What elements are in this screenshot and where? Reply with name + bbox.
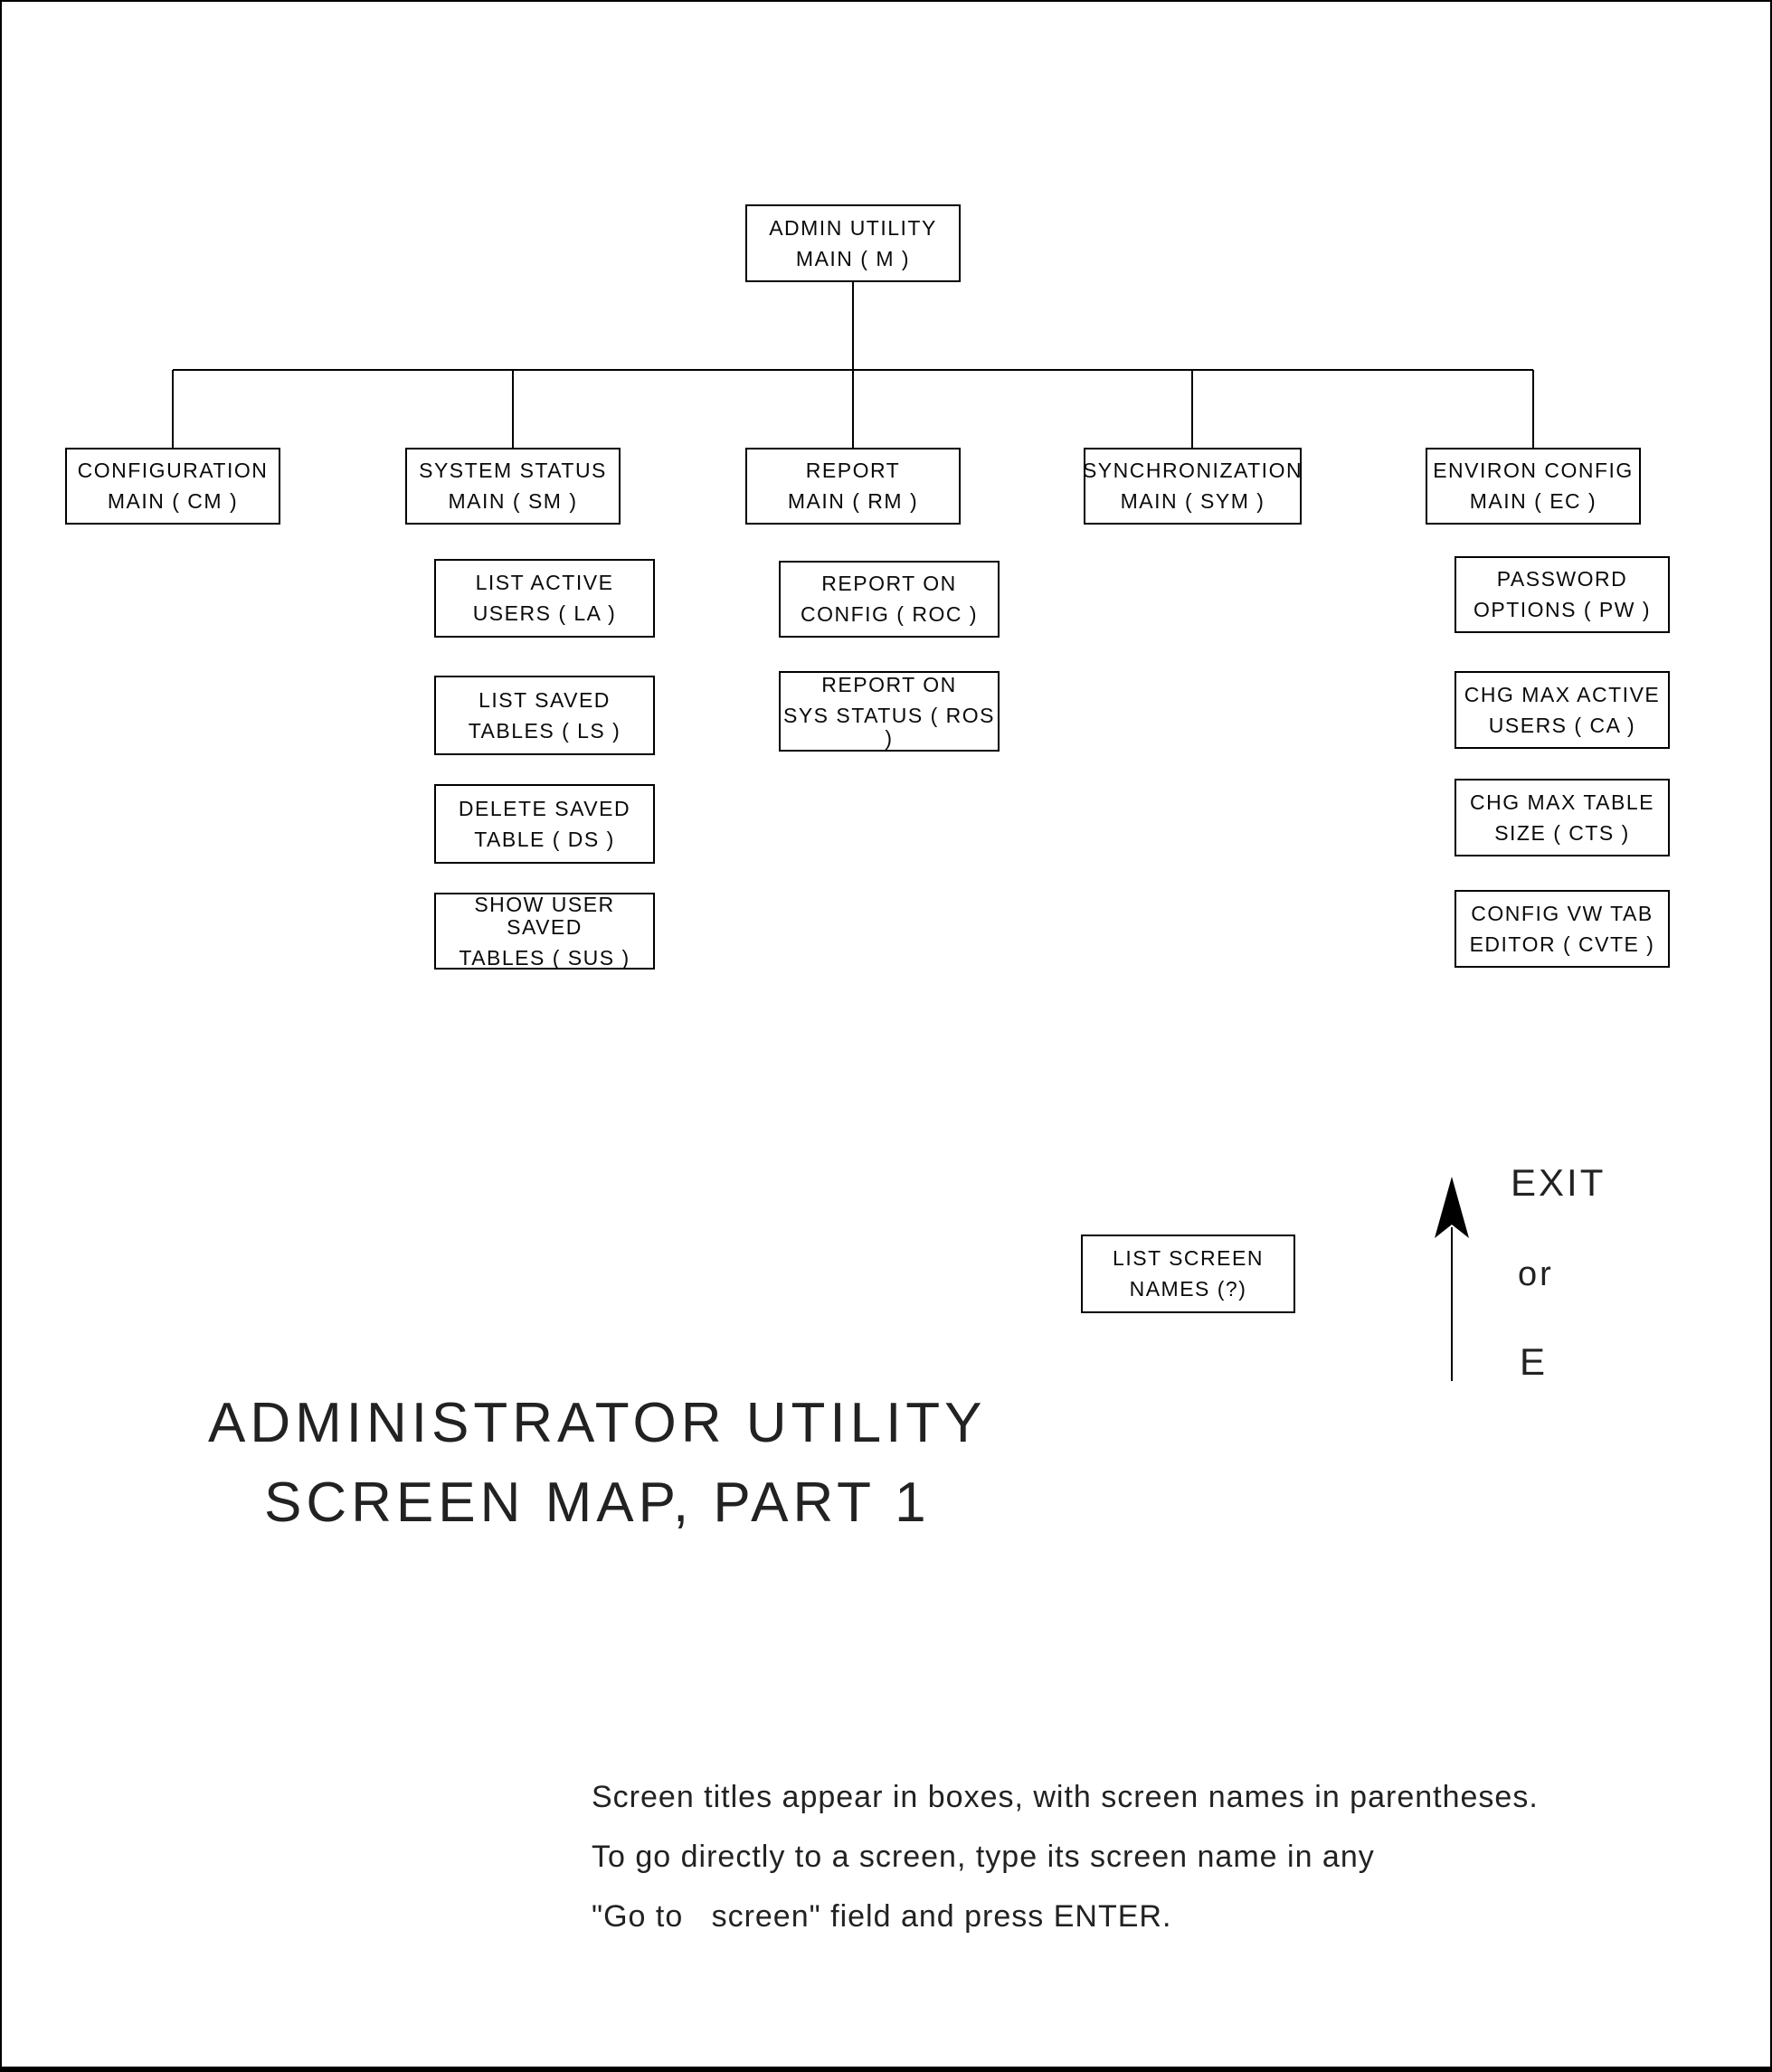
- box-screen-name: CONFIG ( ROC ): [800, 602, 979, 626]
- box-list-saved-tables: [434, 676, 655, 755]
- box-title: SYSTEM STATUS: [419, 459, 607, 482]
- box-screen-name: MAIN ( EC ): [1469, 489, 1597, 513]
- box-screen-name: SYS STATUS ( ROS ): [782, 703, 995, 750]
- box-report-on-sys-status: [779, 671, 1000, 752]
- box-screen-name: MAIN ( M ): [795, 246, 911, 270]
- box-title: PASSWORD: [1496, 567, 1628, 591]
- box-title: SYNCHRONIZATION: [1082, 459, 1303, 482]
- box-show-user-saved-tables: [434, 893, 655, 970]
- box-screen-name: MAIN ( SYM ): [1120, 489, 1265, 513]
- box-delete-saved-table: [434, 784, 655, 864]
- box-admin-utility-main: [745, 204, 961, 282]
- box-title: CHG MAX TABLE: [1470, 790, 1654, 814]
- exit-e-label: E: [1520, 1340, 1549, 1383]
- footer-note-line1: Screen titles appear in boxes, with screen names in parentheses.: [592, 1780, 1539, 1814]
- box-chg-max-active-users: [1455, 671, 1670, 749]
- box-title: SHOW USER SAVED: [474, 892, 615, 939]
- box-list-active-users: [434, 559, 655, 638]
- footer-note-line2: To go directly to a screen, type its screen name in any: [592, 1840, 1375, 1874]
- box-screen-name: USERS ( LA ): [472, 601, 617, 625]
- box-title: CHG MAX ACTIVE: [1464, 682, 1661, 706]
- box-chg-max-table-size: [1455, 779, 1670, 856]
- exit-up-arrow-icon: [1435, 1177, 1469, 1381]
- box-configuration-main: [65, 448, 280, 525]
- box-config-vw-tab-editor: [1455, 890, 1670, 968]
- box-screen-name: SIZE ( CTS ): [1494, 820, 1630, 845]
- box-screen-name: NAMES (?): [1129, 1277, 1247, 1301]
- box-title: REPORT ON: [821, 572, 957, 595]
- box-screen-name: TABLES ( SUS ): [459, 945, 630, 970]
- box-title: DELETE SAVED: [458, 796, 631, 820]
- exit-label: EXIT: [1511, 1161, 1606, 1204]
- exit-or-label: or: [1518, 1255, 1554, 1293]
- box-title: REPORT ON: [821, 672, 957, 696]
- box-screen-name: MAIN ( RM ): [787, 489, 919, 513]
- box-title: REPORT: [805, 459, 901, 482]
- box-title: LIST ACTIVE: [475, 571, 614, 594]
- box-screen-name: USERS ( CA ): [1488, 713, 1636, 737]
- box-report-on-config: [779, 561, 1000, 638]
- box-synchronization-main: [1084, 448, 1302, 525]
- box-title: LIST SCREEN: [1113, 1246, 1264, 1270]
- box-password-options: [1455, 556, 1670, 633]
- box-screen-name: EDITOR ( CVTE ): [1469, 932, 1655, 956]
- box-screen-name: TABLES ( LS ): [468, 718, 621, 743]
- footer-note-line3: "Go to screen" field and press ENTER.: [592, 1899, 1172, 1934]
- box-report-main: [745, 448, 961, 525]
- box-title: CONFIGURATION: [77, 459, 269, 482]
- box-system-status-main: [405, 448, 621, 525]
- footer-note: [592, 1767, 1539, 1946]
- box-title: CONFIG VW TAB: [1471, 901, 1654, 925]
- box-environ-config-main: [1426, 448, 1641, 525]
- connector-lines: [2, 2, 1772, 2072]
- box-title: LIST SAVED: [479, 687, 611, 712]
- box-list-screen-names: [1081, 1235, 1295, 1313]
- box-title: ENVIRON CONFIG: [1433, 459, 1634, 482]
- box-screen-name: MAIN ( CM ): [107, 489, 239, 513]
- diagram-title: [208, 1384, 987, 1543]
- box-screen-name: TABLE ( DS ): [474, 827, 615, 851]
- diagram-title-line1: ADMINISTRATOR UTILITY: [208, 1392, 987, 1454]
- box-screen-name: OPTIONS ( PW ): [1473, 598, 1652, 621]
- box-screen-name: MAIN ( SM ): [448, 489, 578, 513]
- box-title: ADMIN UTILITY: [769, 215, 937, 240]
- diagram-title-line2: SCREEN MAP, PART 1: [264, 1471, 931, 1534]
